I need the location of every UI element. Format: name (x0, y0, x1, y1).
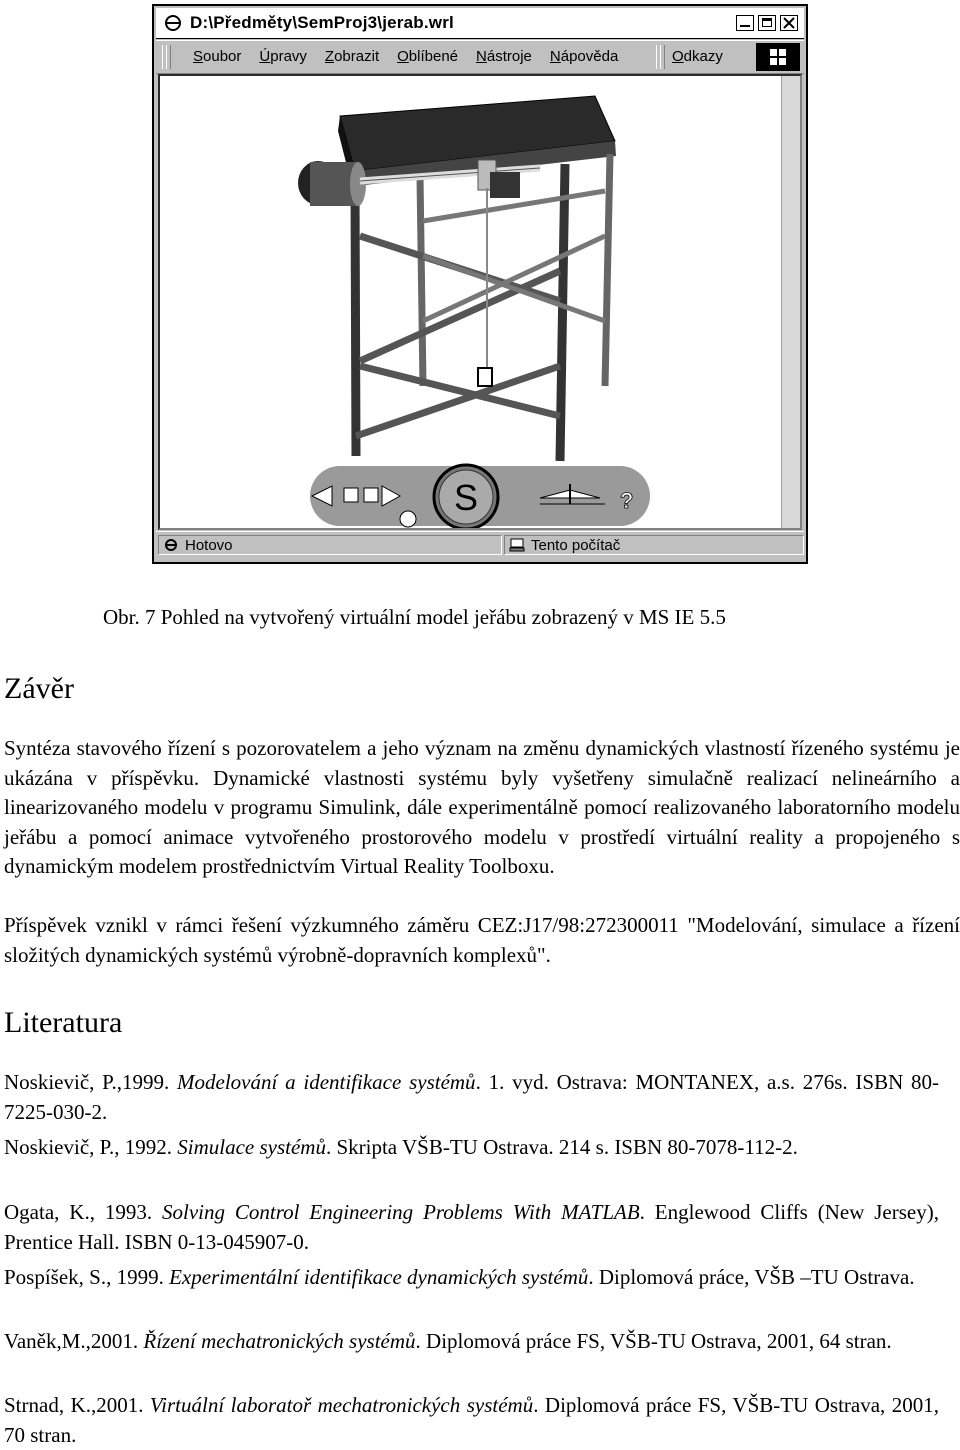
nav-mode-label: S (453, 477, 479, 518)
status-cell-zone (504, 535, 804, 555)
status-cell-left (158, 535, 502, 555)
vrml-viewport[interactable] (158, 74, 802, 530)
status-text: Hotovo (185, 536, 233, 554)
windows-logo-icon (756, 43, 800, 71)
vrml-navigation-panel (310, 465, 650, 528)
reference-item: Ogata, K., 1993. Solving Control Engineering Problems With MATLAB. Englewood Cliffs (New Jersey), Prentice Hall. ISBN 0-13-045907-0. (4, 1200, 939, 1254)
minimize-button[interactable] (736, 15, 754, 31)
conclusion-paragraph-2: Příspěvek vznikl v rámci řešení výzkumného záměru CEZ:J17/98:272300011 "Modelování, simulace a řízení složitých dynamických systémů výrobně-dopravních komplexů". (4, 913, 960, 967)
close-button[interactable] (780, 15, 798, 31)
menu-items (184, 48, 627, 65)
literature-heading: Literatura (4, 1006, 123, 1039)
maximize-button[interactable] (758, 15, 776, 31)
reference-item: Vaněk,M.,2001. Řízení mechatronických systémů. Diplomová práce FS, VŠB-TU Ostrava, 2001, 64 stran. (4, 1329, 892, 1353)
toolbar-grip (166, 45, 171, 69)
vertical-scrollbar[interactable] (781, 76, 800, 528)
menu-napoveda[interactable]: Nápověda (549, 48, 619, 65)
browser-window-screenshot (152, 4, 808, 564)
reference-item: Pospíšek, S., 1999. Experimentální identifikace dynamických systémů. Diplomová práce, VŠB –TU Ostrava. (4, 1265, 915, 1289)
crane-3d-model (160, 76, 784, 528)
help-question-icon: ? (620, 488, 634, 513)
menu-soubor[interactable]: Soubor (193, 48, 242, 65)
menu-nastroje[interactable]: Nástroje (476, 48, 532, 65)
menu-upravy[interactable]: Úpravy (259, 48, 307, 65)
figure-caption: Obr. 7 Pohled na vytvořený virtuální model jeřábu zobrazený v MS IE 5.5 (103, 605, 726, 629)
status-bar (156, 531, 804, 560)
menu-zobrazit[interactable]: Zobrazit (324, 48, 380, 65)
conclusion-heading: Závěr (4, 672, 74, 705)
reference-item: Noskievič, P., 1992. Simulace systémů. Skripta VŠB-TU Ostrava. 214 s. ISBN 80-7078-112-2. (4, 1135, 798, 1159)
zone-text: Tento počítač (531, 536, 621, 554)
menu-bar (156, 40, 804, 74)
reference-item: Noskievič, P.,1999. Modelování a identifikace systémů. 1. vyd. Ostrava: MONTANEX, a.s. 276s. ISBN 80-7225-030-2. (4, 1070, 940, 1124)
conclusion-paragraph-1: Syntéza stavového řízení s pozorovatelem a jeho význam na změnu dynamických vlastností řízeného systému je ukázána v příspěvku. Dynamické vlastnosti systému byly vyšetřeny simulačně realizací nelineárního a linearizovaného modelu v programu Simulink, dále experimentálně pomocí realizovaného laboratorního modelu jeřábu a pomocí animace vytvořeného prostorového modelu v prostředí virtuální reality a propojeného s dynamickým modelem prostřednictvím Virtual Reality Toolboxu. (4, 736, 960, 878)
ie-page-icon (163, 538, 179, 552)
menu-oblibene[interactable]: Oblíbené (397, 48, 459, 65)
windows-logo-throbber (756, 43, 800, 71)
window-titlebar (156, 8, 804, 39)
toolbar-grip (660, 45, 665, 69)
close-icon (783, 17, 795, 29)
computer-icon (509, 538, 525, 552)
window-title: D:\Předměty\SemProj3\jerab.wrl (190, 13, 454, 32)
links-menu[interactable]: Odkazy (672, 48, 723, 65)
reference-item: Strnad, K.,2001. Virtuální laboratoř mechatronických systémů. Diplomová práce FS, VŠB-TU Ostrava, 2001, 70 stran. (4, 1393, 939, 1447)
ie-app-icon (164, 14, 182, 32)
